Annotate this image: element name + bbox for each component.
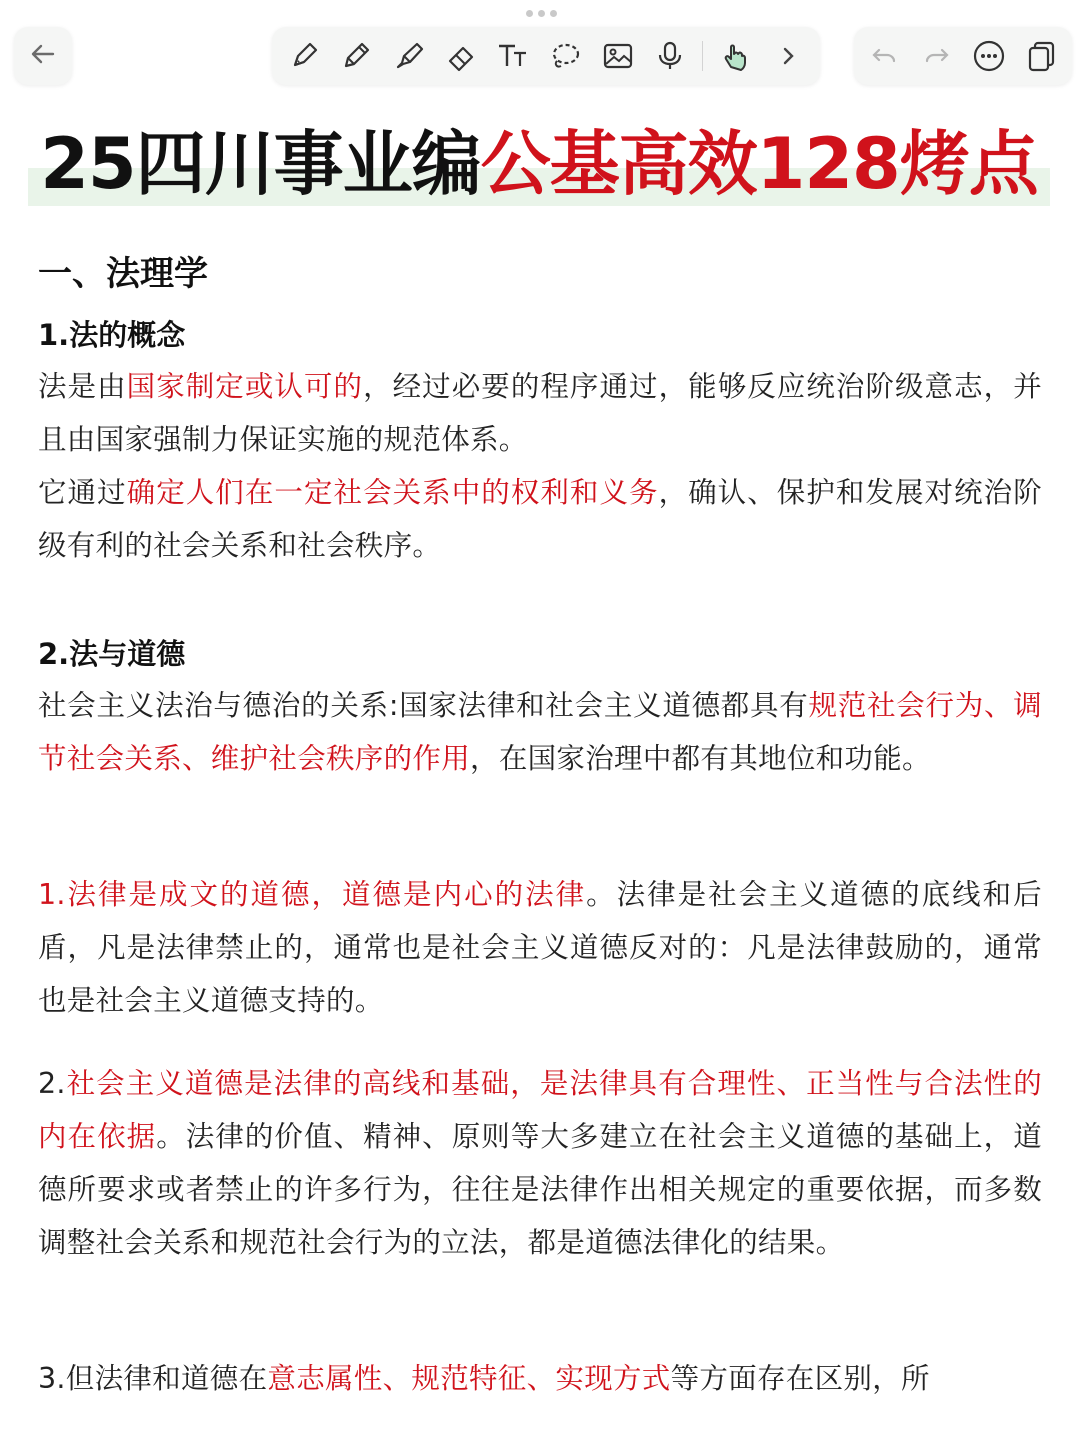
page-title: 25四川事业编公基高效128烤点 xyxy=(40,123,1038,205)
redo-icon[interactable] xyxy=(917,36,957,76)
image-icon[interactable] xyxy=(598,36,638,76)
paragraph: 社会主义法治与德治的关系:国家法律和社会主义道德都具有规范社会行为、调节社会关系、维护社会秩序的作用，在国家治理中都有其地位和功能。 xyxy=(38,689,1042,775)
pencil-icon[interactable] xyxy=(336,36,376,76)
window-grabber[interactable] xyxy=(526,10,557,17)
paragraph: 2.社会主义道德是法律的高线和基础，是法律具有合理性、正当性与合法性的内在依据。法律的价值、精神、原则等大多建立在社会主义道德的基础上，道德所要求或者禁止的许多行为，往往是法律作出相关规定的重要依据，而多数调整社会关系和规范社会行为的立法，都是道德法律化的结果。 xyxy=(38,1067,1042,1259)
chevron-right-icon[interactable] xyxy=(768,36,808,76)
hand-pointer-icon[interactable] xyxy=(716,36,756,76)
eraser-icon[interactable] xyxy=(441,36,481,76)
lasso-icon[interactable] xyxy=(545,36,585,76)
pages-icon[interactable] xyxy=(1022,36,1062,76)
subheading-law-and-morality: 2.法与道德 xyxy=(38,637,186,671)
toolbar-divider xyxy=(702,41,703,71)
undo-icon[interactable] xyxy=(864,36,904,76)
section-heading: 一、法理学 xyxy=(38,254,208,294)
document-actions-toolbar xyxy=(854,27,1072,85)
highlighter-icon[interactable] xyxy=(389,36,429,76)
title-block xyxy=(28,118,1050,210)
back-button[interactable] xyxy=(14,27,72,85)
drawing-toolbar xyxy=(272,27,820,85)
microphone-icon[interactable] xyxy=(650,36,690,76)
subheading-law-concept: 1.法的概念 xyxy=(38,318,186,352)
paragraph: 它通过确定人们在一定社会关系中的权利和义务，确认、保护和发展对统治阶级有利的社会关系和社会秩序。 xyxy=(38,476,1042,562)
paragraph: 1.法律是成文的道德，道德是内心的法律。法律是社会主义道德的底线和后盾，凡是法律禁止的，通常也是社会主义道德反对的：凡是法律鼓励的，通常也是社会主义道德支持的。 xyxy=(38,878,1042,1017)
paragraph: 3.但法律和道德在意志属性、规范特征、实现方式等方面存在区别，所 xyxy=(38,1362,930,1395)
arrow-left-icon xyxy=(29,40,57,72)
paragraph: 法是由国家制定或认可的，经过必要的程序通过，能够反应统治阶级意志，并且由国家强制力保证实施的规范体系。 xyxy=(38,370,1043,456)
text-tool-icon[interactable] xyxy=(493,36,533,76)
pen-icon[interactable] xyxy=(284,36,324,76)
more-icon[interactable] xyxy=(969,36,1009,76)
